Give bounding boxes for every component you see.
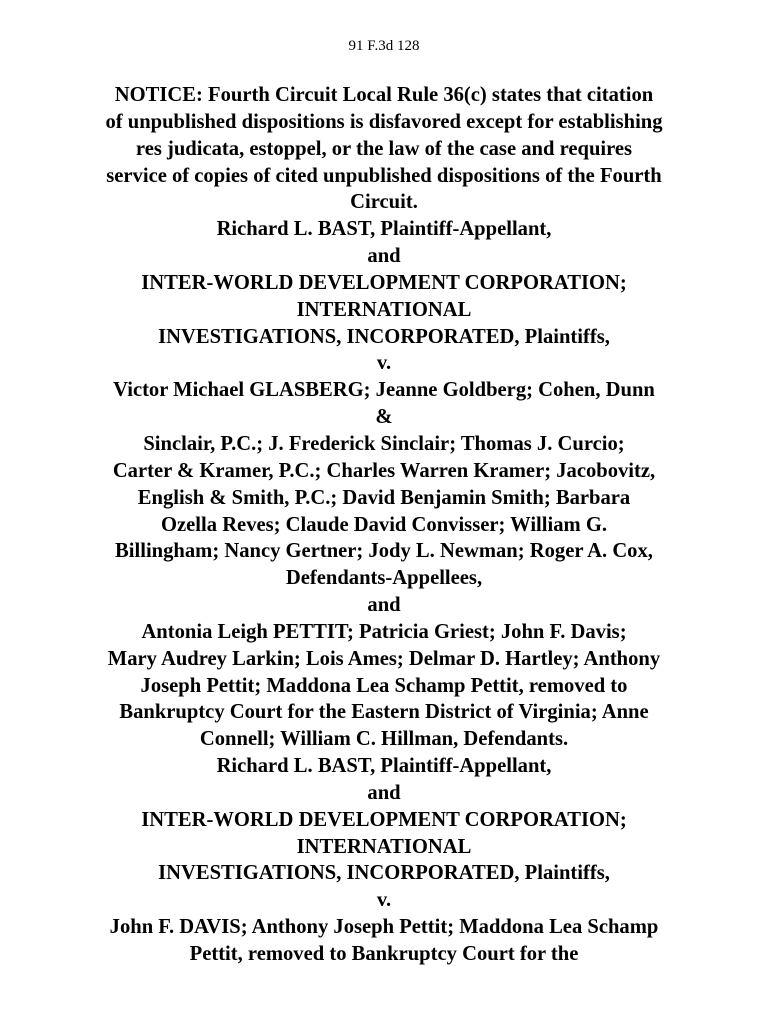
party-line: Defendants-Appellees, (285, 567, 483, 590)
party-line: and (367, 781, 401, 804)
party-line: Richard L. BAST, Plaintiff-Appellant, (216, 218, 552, 241)
notice-line-2: of unpublished dispositions is disfavored except for establishing (105, 110, 663, 133)
notice-line-1: NOTICE: Fourth Circuit Local Rule 36(c) states that citation (114, 84, 654, 106)
document-body (20, 82, 748, 968)
party-line: Carter & Kramer, P.C.; Charles Warren Kramer; Jacobovitz, (112, 459, 656, 482)
party-line: INVESTIGATIONS, INCORPORATED, Plaintiffs, (158, 862, 610, 885)
party-line: John F. DAVIS; Anthony Joseph Pettit; Maddona Lea Schamp (109, 916, 659, 939)
party-line: Ozella Reves; Claude David Convisser; William G. (161, 513, 607, 536)
party-line: Pettit, removed to Bankruptcy Court for the (189, 943, 579, 965)
versus-line: v. (376, 889, 392, 912)
notice-line-5: Circuit. (350, 191, 418, 214)
party-line: Billingham; Nancy Gertner; Jody L. Newman; Roger A. Cox, (115, 540, 653, 563)
party-line: INVESTIGATIONS, INCORPORATED, Plaintiffs, (158, 325, 610, 348)
notice-line-3: res judicata, estoppel, or the law of the case and requires (135, 137, 633, 160)
party-line: Bankruptcy Court for the Eastern District of Virginia; Anne (119, 701, 649, 724)
party-line: Richard L. BAST, Plaintiff-Appellant, (216, 755, 552, 778)
party-line: English & Smith, P.C.; David Benjamin Smith; Barbara (137, 486, 631, 509)
party-line: Mary Audrey Larkin; Lois Ames; Delmar D. Hartley; Anthony (107, 647, 661, 670)
party-line: Antonia Leigh PETTIT; Patricia Griest; John F. Davis; (141, 620, 627, 643)
party-line: INTERNATIONAL (296, 298, 472, 321)
party-line: Connell; William C. Hillman, Defendants. (199, 728, 569, 751)
party-line: INTER-WORLD DEVELOPMENT CORPORATION; (141, 271, 627, 294)
notice-line-4: service of copies of cited unpublished dispositions of the Fourth (106, 164, 662, 187)
party-line: Joseph Pettit; Maddona Lea Schamp Pettit, removed to (140, 674, 628, 697)
versus-line: v. (376, 352, 392, 375)
party-line: INTER-WORLD DEVELOPMENT CORPORATION; (141, 808, 627, 831)
case-citation: 91 F.3d 128 (348, 38, 420, 54)
party-line: INTERNATIONAL (296, 835, 472, 858)
party-line: & (375, 406, 393, 429)
party-line: Victor Michael GLASBERG; Jeanne Goldberg; Cohen, Dunn (113, 379, 655, 402)
party-line: Sinclair, P.C.; J. Frederick Sinclair; Thomas J. Curcio; (143, 432, 625, 455)
party-line: and (367, 245, 401, 268)
party-line: and (367, 594, 401, 617)
